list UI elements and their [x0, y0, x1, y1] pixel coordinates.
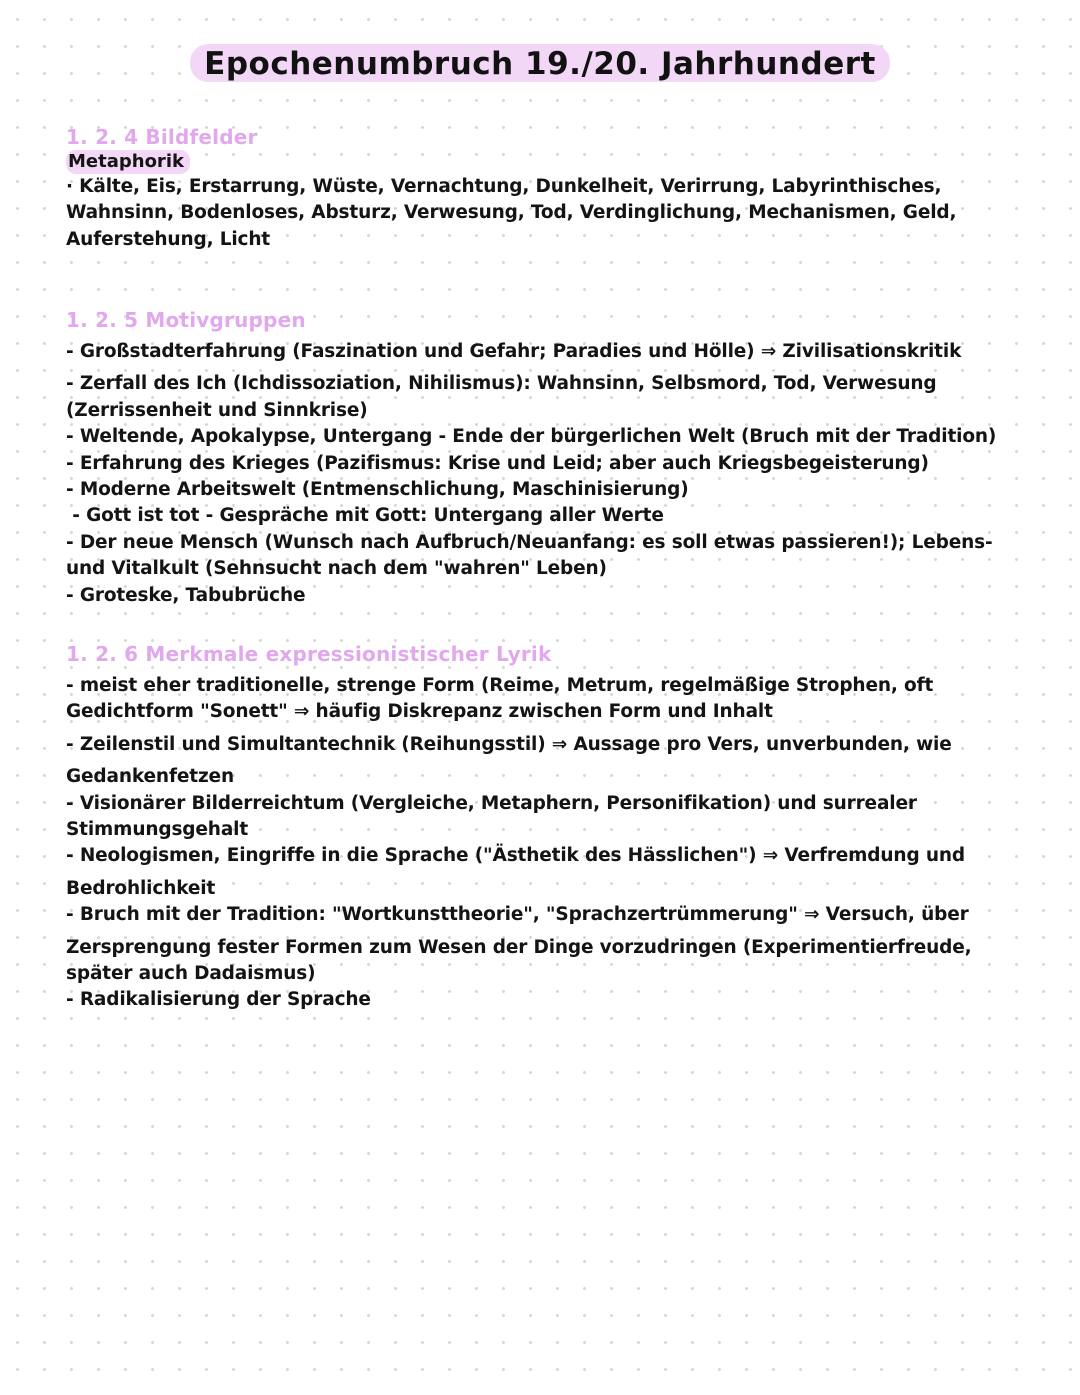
text-line: Zersprengung fester Formen zum Wesen der Dinge vorzudringen (Experimentierfreude,: [66, 936, 972, 958]
section-heading-bildfelder: 1. 2. 4 Bildfelder: [66, 125, 258, 149]
text-line: später auch Dadaismus): [66, 963, 316, 985]
section-heading-merkmale: 1. 2. 6 Merkmale expressionistischer Lyrik: [66, 642, 552, 666]
text-line: Gedankenfetzen: [66, 766, 234, 788]
text-line: - meist eher traditionelle, strenge Form (Reime, Metrum, regelmäßige Strophen, oft: [66, 675, 934, 696]
section-merkmale: [66, 641, 1046, 1014]
section-heading-motivgruppen: 1. 2. 5 Motivgruppen: [66, 308, 306, 332]
text-line: - Der neue Mensch (Wunsch nach Aufbruch/Neuanfang: es soll etwas passieren!); Lebens-: [66, 531, 993, 553]
text-line: - Groteske, Tabubrüche: [66, 584, 306, 606]
text-line: - Radikalisierung der Sprache: [66, 989, 371, 1011]
text-line: - Zerfall des Ich (Ichdissoziation, Nihilismus): Wahnsinn, Selbsmord, Tod, Verwesung: [66, 373, 937, 395]
text-line: - Visionärer Bilderreichtum (Vergleiche, Metaphern, Personifikation) und surrealer: [66, 792, 917, 814]
text-line: - Neologismen, Eingriffe in die Sprache ("Ästhetik des Hässlichen") ⇒ Verfremdung und: [66, 845, 965, 867]
text-line: - Großstadterfahrung (Faszination und Gefahr; Paradies und Hölle) ⇒ Zivilisationskritik: [66, 341, 962, 362]
motivgruppen-text: [66, 339, 1046, 609]
bildfelder-text: [66, 174, 1046, 253]
page-title: Epochenumbruch 19./20. Jahrhundert: [190, 44, 890, 82]
text-line: - Moderne Arbeitswelt (Entmenschlichung, Maschinisierung): [66, 479, 689, 501]
merkmale-text: [66, 673, 1046, 1014]
text-line: - Erfahrung des Krieges (Pazifismus: Krise und Leid; aber auch Kriegsbegeisterung): [66, 452, 929, 474]
text-line: - Bruch mit der Tradition: "Wortkunsttheorie", "Sprachzertrümmerung" ⇒ Versuch, über: [66, 904, 969, 926]
section-motivgruppen: [66, 307, 1046, 609]
text-line: · Kälte, Eis, Erstarrung, Wüste, Vernachtung, Dunkelheit, Verirrung, Labyrinthisches,: [66, 176, 942, 197]
text-line: und Vitalkult (Sehnsucht nach dem "wahren" Leben): [66, 558, 607, 580]
text-line: Auferstehung, Licht: [66, 228, 271, 250]
text-line: - Gott ist tot - Gespräche mit Gott: Untergang aller Werte: [66, 505, 664, 527]
text-line: - Weltende, Apokalypse, Untergang - Ende der bürgerlichen Welt (Bruch mit der Tradition): [66, 426, 997, 448]
text-line: (Zerrissenheit und Sinnkrise): [66, 399, 368, 421]
text-line: Gedichtform "Sonett" ⇒ häufig Diskrepanz zwischen Form und Inhalt: [66, 701, 773, 723]
text-line: - Zeilenstil und Simultantechnik (Reihungsstil) ⇒ Aussage pro Vers, unverbunden, wie: [66, 733, 952, 755]
text-line: Wahnsinn, Bodenloses, Absturz, Verwesung, Tod, Verdinglichung, Mechanismen, Geld,: [66, 202, 957, 224]
title-wrapper: [0, 44, 1080, 82]
text-line: Bedrohlichkeit: [66, 877, 216, 899]
section-bildfelder: [66, 124, 1046, 253]
text-line: Stimmungsgehalt: [66, 819, 249, 841]
subheading-metaphorik: Metaphorik: [66, 150, 190, 174]
